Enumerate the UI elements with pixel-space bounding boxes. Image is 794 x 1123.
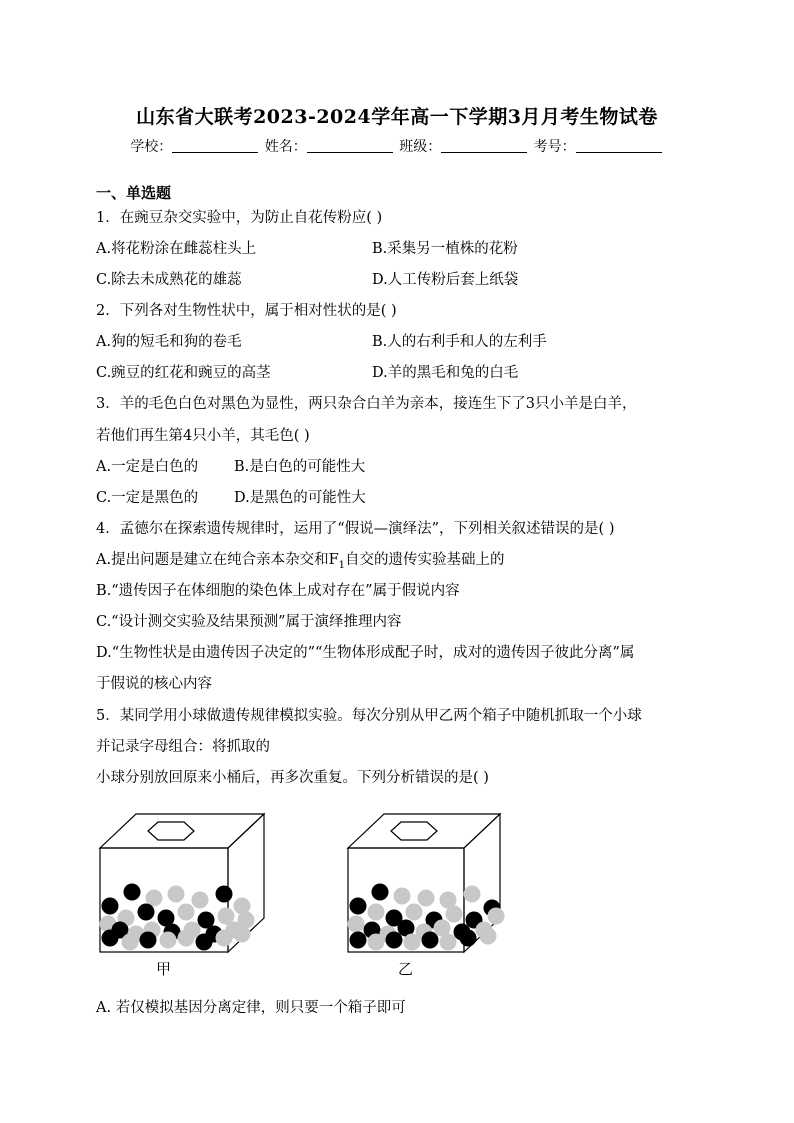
gray-ball	[160, 932, 177, 949]
q3-option-b: B.是白色的可能性大	[234, 459, 366, 475]
box-jia-top	[100, 814, 264, 848]
q2-option-a: A.狗的短毛和狗的卷毛	[96, 334, 242, 350]
q1-option-b: B.采集另一植株的花粉	[372, 241, 518, 257]
gray-ball	[216, 930, 233, 947]
q4-stem: 4．孟德尔在探索遗传规律时，运用了“假说—演绎法”，下列相关叙述错误的是( )	[96, 521, 615, 537]
black-ball	[124, 884, 141, 901]
q3-stem-line2: 若他们再生第4只小羊，其毛色( )	[96, 428, 310, 444]
q4-option-a: A.提出问题是建立在纯合亲本杂交和$F_1$自交的遗传实验基础上的	[96, 552, 505, 571]
box-yi-top	[348, 814, 500, 848]
gray-ball	[368, 904, 385, 921]
q4-option-b: B.“遗传因子在体细胞的染色体上成对存在”属于假说内容	[96, 583, 460, 599]
gray-ball	[480, 928, 497, 945]
school-label: 学校：	[130, 139, 173, 155]
q3-option-c: C.一定是黑色的	[96, 490, 199, 506]
box-yi-label: 乙	[398, 960, 414, 978]
q2-stem: 2．下列各对生物性状中，属于相对性状的是( )	[96, 303, 397, 319]
gray-ball	[406, 904, 423, 921]
black-ball	[102, 898, 119, 915]
q5-stem-line2: 并记录字母组合：将抓取的	[96, 739, 270, 755]
q1-option-c: C.除去未成熟花的雄蕊	[96, 272, 242, 288]
black-ball	[216, 886, 233, 903]
gray-ball	[368, 934, 385, 951]
q2-option-b: B.人的右利手和人的左利手	[372, 334, 547, 350]
black-ball	[386, 932, 403, 949]
q5-stem-line1: 5．某同学用小球做遗传规律模拟实验。每次分别从甲乙两个箱子中随机抓取一个小球	[96, 708, 642, 724]
q4-option-d-line1: D.“生物性状是由遗传因子决定的”“生物体形成配子时，成对的遗传因子彼此分离”属	[96, 645, 635, 661]
black-ball	[138, 904, 155, 921]
black-ball	[140, 932, 157, 949]
q5-stem-line3: 小球分别放回原来小桶后，再多次重复。下列分析错误的是( )	[96, 770, 489, 786]
school-blank[interactable]	[172, 138, 258, 153]
black-ball	[460, 930, 477, 947]
box-jia-balls	[100, 884, 255, 951]
box-yi-hexagon-opening	[391, 822, 437, 840]
number-blank[interactable]	[576, 138, 662, 153]
black-ball	[102, 930, 119, 947]
q4-option-d-line2: 于假说的核心内容	[96, 676, 212, 692]
box-yi-balls	[348, 884, 505, 951]
q3-option-a: A.一定是白色的	[96, 459, 199, 475]
gray-ball	[446, 906, 463, 923]
black-ball	[196, 934, 213, 951]
section-title: 一、单选题	[96, 184, 172, 202]
gray-ball	[122, 934, 139, 951]
gray-ball	[404, 934, 421, 951]
number-label: 考号：	[533, 139, 576, 155]
q1-stem: 1．在豌豆杂交实验中，为防止自花传粉应( )	[96, 210, 383, 226]
gray-ball	[464, 886, 481, 903]
black-ball	[350, 898, 367, 915]
gray-ball	[168, 886, 185, 903]
box-jia-hexagon-opening	[148, 822, 194, 840]
gray-ball	[178, 904, 195, 921]
q3-option-d: D.是黑色的可能性大	[234, 490, 366, 506]
class-blank[interactable]	[441, 138, 527, 153]
black-ball	[350, 932, 367, 949]
box-jia-label: 甲	[156, 960, 172, 978]
q1-option-a: A.将花粉涂在雌蕊柱头上	[96, 241, 257, 257]
black-ball	[372, 884, 389, 901]
q5-option-a: A. 若仅模拟基因分离定律，则只要一个箱子即可	[96, 1000, 406, 1016]
gray-ball	[234, 926, 251, 943]
q2-option-d: D.羊的黑毛和兔的白毛	[372, 365, 519, 381]
q4-option-c: C.“设计测交实验及结果预测”属于演绎推理内容	[96, 614, 402, 630]
exam-title: 山东省大联考2023-2024学年高一下学期3月月考生物试卷	[136, 106, 658, 128]
gray-ball	[488, 908, 505, 925]
class-label: 班级：	[399, 139, 442, 155]
name-blank[interactable]	[307, 138, 393, 153]
gray-ball	[192, 892, 209, 909]
gray-ball	[348, 916, 365, 933]
gray-ball	[418, 890, 435, 907]
gray-ball	[394, 888, 411, 905]
q3-stem-line1: 3．羊的毛色白色对黑色为显性，两只杂合白羊为亲本，接连生下了3只小羊是白羊，	[96, 396, 637, 412]
student-info-row	[0, 136, 794, 156]
gray-ball	[178, 930, 195, 947]
black-ball	[422, 932, 439, 949]
q2-option-c: C.豌豆的红花和豌豆的高茎	[96, 365, 271, 381]
gray-ball	[440, 934, 457, 951]
q1-option-d: D.人工传粉后套上纸袋	[372, 272, 519, 288]
name-label: 姓名：	[264, 139, 307, 155]
q5-boxes-figure	[96, 808, 516, 983]
